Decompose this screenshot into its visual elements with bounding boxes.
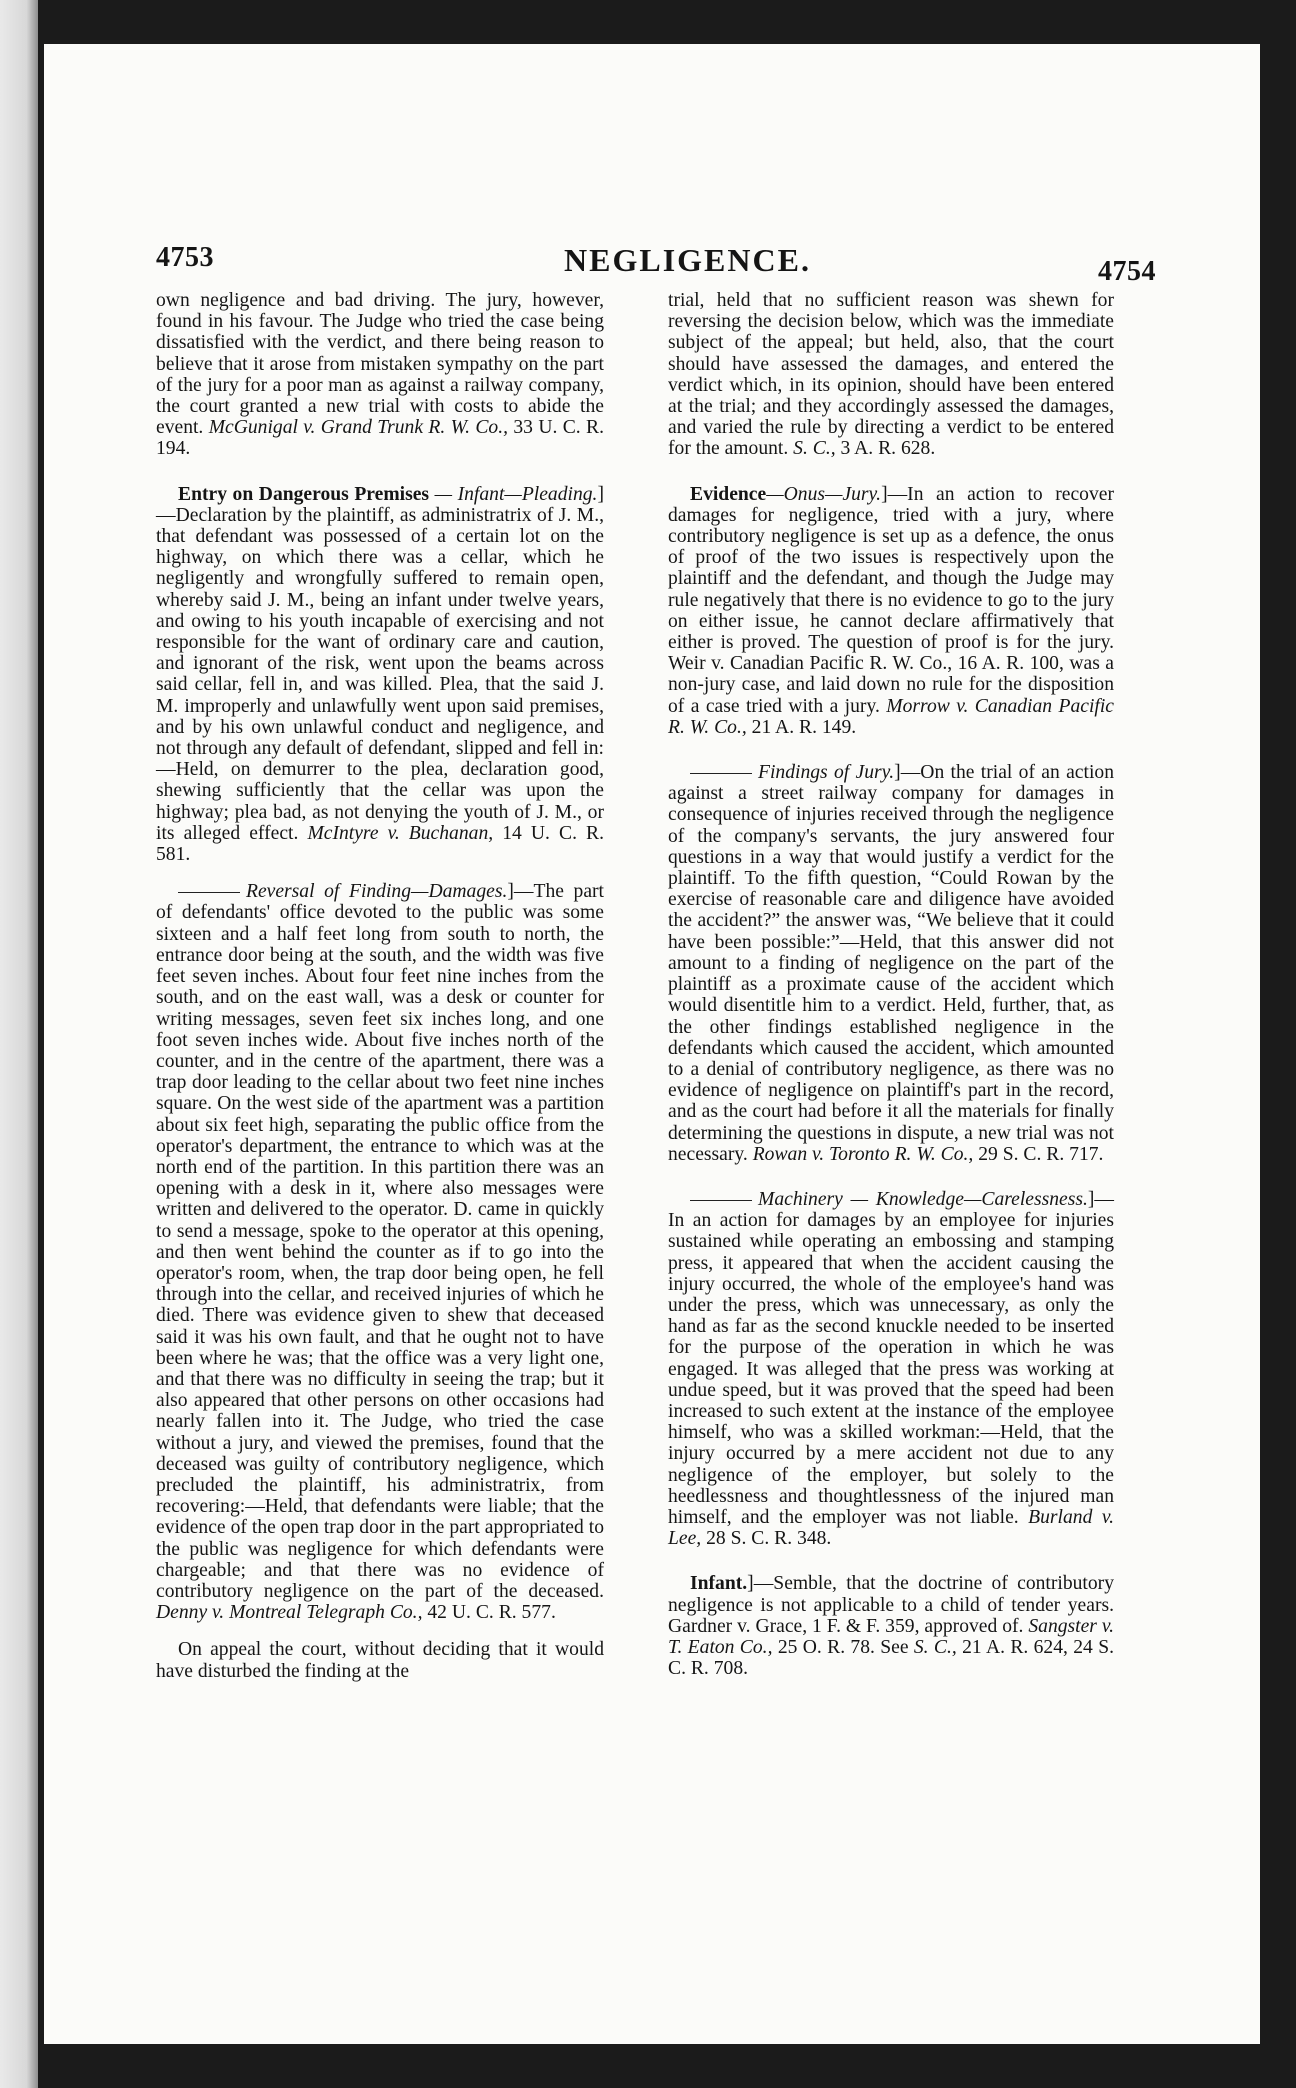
citation: 21 A. R. 149. <box>746 716 857 738</box>
ditto-dash <box>690 773 752 774</box>
case-name: Denny v. Montreal Telegraph Co., <box>156 1602 423 1624</box>
case-name: Burland v. Lee, <box>668 1506 1114 1550</box>
paragraph: Evidence—Onus—Jury.]—In an action to recover damages for negligence, tried with a jury, where contributory negligence is set up as a defence, the onus of proof of the two issues is respectively upon the plaintiff and the defendant, and though the Judge may rule negatively that there is no evidence to go to the jury on either issue, he cannot declare affirmatively that either is proved. The question of proof is for the jury. Weir v. Canadian Pacific R. W. Co., 16 A. R. 100, was a non-jury case, and laid down no rule for the disposition of a case tried with a jury. Morrow v. Canadian Pacific R. W. Co., 21 A. R. 149. <box>668 483 1114 738</box>
right-column <box>668 290 1114 1679</box>
section-heading: Infant. <box>690 1573 748 1595</box>
subheading: — Infant—Pleading. <box>429 483 598 505</box>
section-heading: Evidence <box>690 483 767 505</box>
paragraph: Machinery — Knowledge—Carelessness.]—In an action for damages by an employee for injuries sustained while operating an embossing and stamping press, it appeared that when the accident causing the injury occurred, the whole of the employee's hand was under the press, which was unnecessary, as only the hand as far as the second knuckle needed to be inserted for the purpose of the operation in which he was engaged. It was alleged that the press was working at undue speed, but it was proved that the speed had been increased to such extent at the instance of the employee himself, who was a skilled workman:—Held, that the injury occurred by a mere accident not due to any negligence of the employer, but solely to the heedlessness and thoughtlessness of the injured man himself, and the employer was not liable. Burland v. Lee, 28 S. C. R. 348. <box>668 1188 1114 1550</box>
citation: 33 U. C. R. 194. <box>156 417 605 460</box>
case-name: Rowan v. Toronto R. W. Co., <box>752 1143 974 1165</box>
paragraph: Findings of Jury.]—On the trial of an action against a street railway company for damages in consequence of injuries received through the negligence of the company's servants, the jury answered four questions in a way that would justify a verdict for the plaintiff. To the fifth question, “Could Rowan by the exercise of reasonable care and diligence have avoided the accident?” the answer was, “We believe that it could have been possible:”—Held, that this answer did not amount to a finding of negligence on the part of the plaintiff as a proximate cause of the accident which would disentitle him to a verdict. Held, further, that, as the other findings established negligence in the defendants which caused the accident, which amounted to a denial of contributory negligence, as there was no evidence of negligence on plaintiff's part in the record, and as the court had before it all the materials for finally determining the questions in dispute, a new trial was not necessary. Rowan v. Toronto R. W. Co., 29 S. C. R. 717. <box>668 762 1114 1165</box>
paragraph: On appeal the court, without deciding that it would have disturbed the finding at the <box>156 1639 604 1682</box>
scan-edge <box>0 0 38 2088</box>
running-header <box>44 194 1260 287</box>
case-name: Morrow v. Canadian Pacific R. W. Co., <box>668 695 1114 738</box>
citation: 21 A. R. 624, 24 S. C. R. 708. <box>668 1636 1114 1680</box>
case-name: S. C., <box>913 1636 957 1658</box>
paragraph: Reversal of Finding—Damages.]—The part of defendants' office devoted to the public was some sixteen and a half feet long from south to north, the entrance door being at the south, and the width was five feet seven inches. About four feet nine inches from the south, and on the east wall, was a desk or counter for writing messages, seven feet six inches long, and one foot seven inches wide. About five inches north of the counter, and in the centre of the apartment, there was a trap door leading to the cellar about two feet nine inches square. On the west side of the apartment was a partition about six feet high, separating the public office from the operator's department, the entrance to which was at the north end of the partition. In this partition there was an opening with a desk in it, where also messages were written and delivered to the operator. D. came in quickly to send a message, spoke to the operator at this opening, and then went behind the counter as if to go into the operator's room, when, the trap door being open, he fell through into the cellar, and received injuries of which he died. There was evidence given to shew that deceased said it was his own fault, and that he ought not to have been where he was; that the office was a very light one, and that there was no difficulty in seeing the trap; but it also appeared that other persons on other occasions had nearly fallen into it. The Judge, who tried the case without a jury, and viewed the premises, found that the deceased was guilty of contributory negligence, which precluded the plaintiff, his administratrix, from recovering:—Held, that defendants were liable; that the evidence of the open trap door in the part appropriated to the public was negligence for which defendants were chargeable; and that there was no evidence of contributory negligence on the part of the deceased. Denny v. Montreal Telegraph Co., 42 U. C. R. 577. <box>156 881 604 1624</box>
page-number-left: 4753 <box>156 242 214 273</box>
paragraph: trial, held that no sufficient reason was shewn for reversing the decision below, which was the immediate subject of the appeal; but held, also, that the court should have assessed the damages, and entered the verdict which, in its opinion, should have been entered at the trial; and they accordingly assessed the damages, and varied the rule by directing a verdict to be entered for the amount. S. C., 3 A. R. 628. <box>668 290 1114 460</box>
citation: 3 A. R. 628. <box>835 438 936 460</box>
book-page <box>44 44 1260 2044</box>
subheading: Findings of Jury. <box>758 762 895 784</box>
case-name: McGunigal v. Grand Trunk R. W. Co., <box>208 417 509 439</box>
citation: 42 U. C. R. 577. <box>422 1602 556 1624</box>
page-number-right: 4754 <box>1098 256 1156 287</box>
left-column <box>156 290 604 1682</box>
citation: 14 U. C. R. 581. <box>156 822 604 866</box>
section-heading: Entry on Dangerous Premises <box>178 483 430 505</box>
case-name: McIntyre v. Buchanan, <box>307 822 494 844</box>
citation: 29 S. C. R. 717. <box>973 1143 1104 1165</box>
citation: 28 S. C. R. 348. <box>701 1528 832 1550</box>
ditto-dash <box>178 892 240 893</box>
subheading: —Onus—Jury. <box>766 483 882 505</box>
paragraph: Infant.]—Semble, that the doctrine of contributory negligence is not applicable to a child of tender years. Gardner v. Grace, 1 F. & F. 359, approved of. Sangster v. T. Eaton Co., 25 O. R. 78. See S. C., 21 A. R. 624, 24 S. C. R. 708. <box>668 1573 1114 1680</box>
ditto-dash <box>690 1200 752 1201</box>
case-name: S. C., <box>793 438 836 460</box>
paragraph: Entry on Dangerous Premises — Infant—Pleading.]—Declaration by the plaintiff, as administratrix of J. M., that defendant was possessed of a certain lot on the highway, on which there was a cellar, which he negligently and wrongfully suffered to remain open, whereby said J. M., being an infant under twelve years, and owing to his youth incapable of exercising and not responsible for the want of ordinary care and caution, and ignorant of the risk, went upon the beams across said cellar, fell in, and was killed. Plea, that the said J. M. improperly and unlawfully went upon said premises, and by his own unlawful conduct and negligence, and not through any default of defendant, slipped and fell in:—Held, on demurrer to the plea, declaration good, shewing sufficiently that the cellar was upon the highway; plea bad, as not denying the youth of J. M., or its alleged effect. McIntyre v. Buchanan, 14 U. C. R. 581. <box>156 483 604 866</box>
case-name: Sangster v. T. Eaton Co., <box>668 1615 1114 1658</box>
subheading: Machinery — Knowledge—Carelessness. <box>758 1188 1088 1210</box>
running-title: NEGLIGENCE. <box>564 242 811 278</box>
subheading: Reversal of Finding—Damages. <box>246 881 508 903</box>
paragraph: own negligence and bad driving. The jury, however, found in his favour. The Judge who tried the case being dissatisfied with the verdict, and there being reason to believe that it arose from mistaken sympathy on the part of the jury for a poor man as against a railway company, the court granted a new trial with costs to abide the event. McGunigal v. Grand Trunk R. W. Co., 33 U. C. R. 194. <box>156 290 605 460</box>
